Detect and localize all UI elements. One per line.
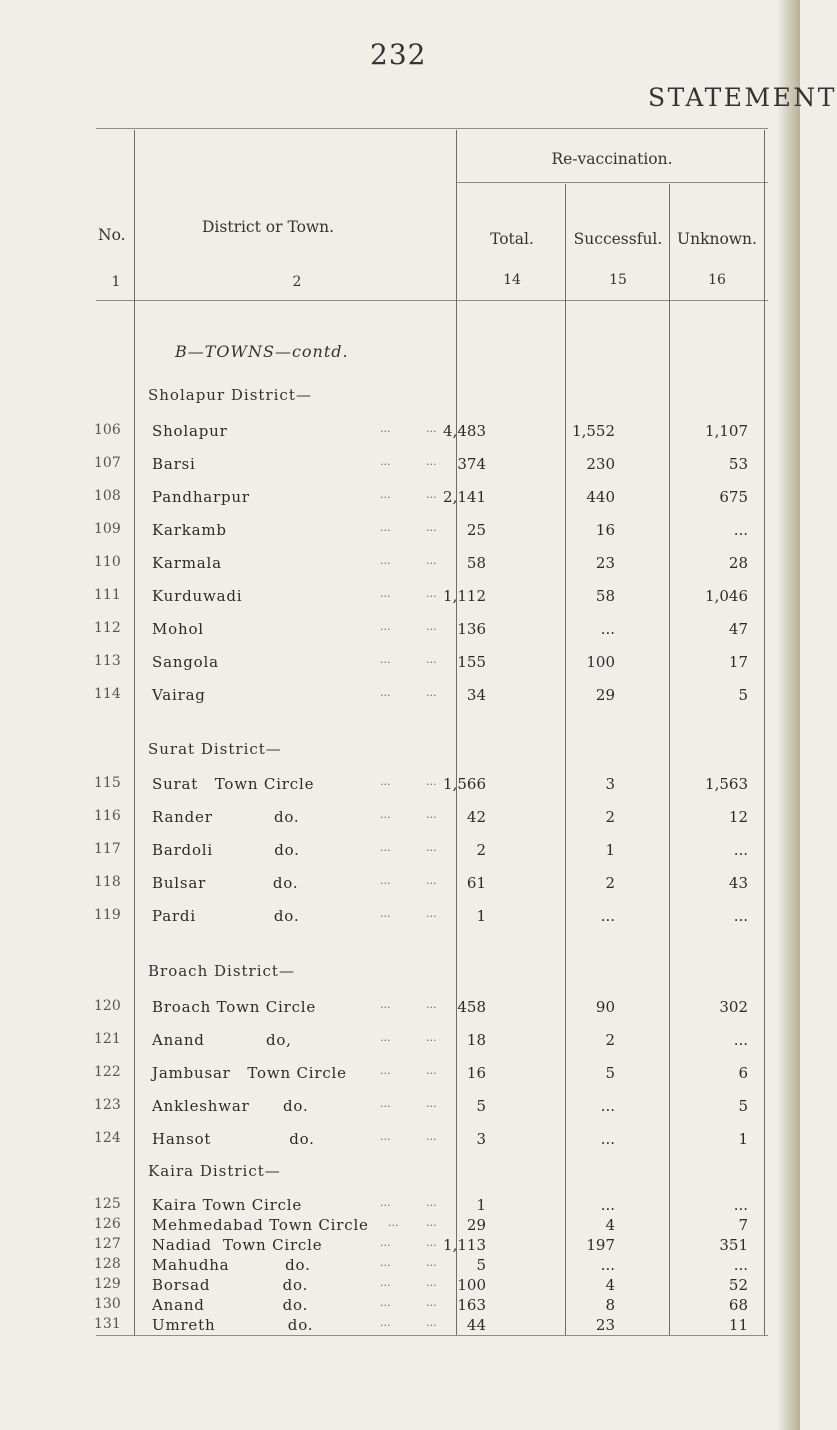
town-name: Surat Town Circle <box>152 775 315 793</box>
table-row <box>0 1296 800 1316</box>
town-name: Anand do, <box>152 1031 292 1049</box>
table-row <box>0 874 800 900</box>
leader-dots: ... <box>426 998 437 1011</box>
statement-title: STATEMENT <box>648 83 837 112</box>
successful-value: 5 <box>605 1064 615 1082</box>
table-row <box>0 554 800 580</box>
leader-dots: ... <box>426 1216 437 1229</box>
town-name: Mohol <box>152 620 204 638</box>
town-name: Vairag <box>152 686 206 704</box>
town-name: Pardi do. <box>152 907 300 925</box>
page-number: 232 <box>370 38 427 71</box>
leader-dots: ... <box>380 1236 391 1249</box>
successful-value: 230 <box>586 455 615 473</box>
unknown-value: 1 <box>738 1130 748 1148</box>
total-value: 1,113 <box>443 1236 486 1254</box>
header-col-district: 2 <box>292 274 302 290</box>
leader-dots: ... <box>426 686 437 699</box>
leader-dots: ... <box>380 1064 391 1077</box>
row-number: 119 <box>94 907 121 923</box>
total-value: 29 <box>466 1216 486 1234</box>
total-value: 4,483 <box>443 422 486 440</box>
successful-value: 100 <box>586 653 615 671</box>
unknown-value: 7 <box>738 1216 748 1234</box>
leader-dots: ... <box>380 422 391 435</box>
total-value: 34 <box>466 686 486 704</box>
table-row <box>0 907 800 933</box>
row-number: 116 <box>94 808 121 824</box>
successful-value: 58 <box>595 587 615 605</box>
total-value: 136 <box>457 620 486 638</box>
leader-dots: ... <box>380 1196 391 1209</box>
leader-dots: ... <box>426 808 437 821</box>
town-name: Karmala <box>152 554 222 572</box>
leader-dots: ... <box>426 488 437 501</box>
row-number: 125 <box>94 1196 121 1212</box>
table-row <box>0 1276 800 1296</box>
leader-dots: ... <box>380 841 391 854</box>
leader-dots: ... <box>426 1097 437 1110</box>
unknown-value: 28 <box>728 554 748 572</box>
leader-dots: ... <box>426 1296 437 1309</box>
column-divider-total <box>565 184 566 1335</box>
leader-dots: ... <box>426 907 437 920</box>
successful-value: ... <box>600 1256 615 1274</box>
table-row <box>0 1256 800 1276</box>
table-row <box>0 686 800 712</box>
successful-value: 4 <box>605 1276 615 1294</box>
successful-value: 197 <box>586 1236 615 1254</box>
successful-value: 1 <box>605 841 615 859</box>
town-name: Barsi <box>152 455 196 473</box>
table-row <box>0 587 800 613</box>
total-value: 44 <box>466 1316 486 1334</box>
unknown-value: ... <box>733 841 748 859</box>
total-value: 18 <box>466 1031 486 1049</box>
town-name: Anand do. <box>152 1296 309 1314</box>
successful-value: ... <box>600 907 615 925</box>
successful-value: 3 <box>605 775 615 793</box>
unknown-value: 351 <box>719 1236 748 1254</box>
successful-value: ... <box>600 1097 615 1115</box>
successful-value: 2 <box>605 1031 615 1049</box>
leader-dots: ... <box>380 907 391 920</box>
unknown-value: 1,107 <box>705 422 748 440</box>
leader-dots: ... <box>380 521 391 534</box>
town-name: Borsad do. <box>152 1276 309 1294</box>
header-col-unknown: 16 <box>708 272 726 288</box>
row-number: 110 <box>94 554 121 570</box>
table-row <box>0 775 800 801</box>
leader-dots: ... <box>426 874 437 887</box>
total-value: 2,141 <box>443 488 486 506</box>
unknown-value: ... <box>733 907 748 925</box>
total-value: 42 <box>466 808 486 826</box>
row-number: 130 <box>94 1296 121 1312</box>
town-name: Sholapur <box>152 422 228 440</box>
leader-dots: ... <box>380 1097 391 1110</box>
table-row <box>0 521 800 547</box>
table-row <box>0 841 800 867</box>
successful-value: 23 <box>595 1316 615 1334</box>
header-col-no: 1 <box>111 274 121 290</box>
row-number: 122 <box>94 1064 121 1080</box>
leader-dots: ... <box>380 874 391 887</box>
total-value: 1 <box>476 1196 486 1214</box>
row-number: 114 <box>94 686 121 702</box>
town-name: Kaira Town Circle <box>152 1196 303 1214</box>
town-name: Hansot do. <box>152 1130 315 1148</box>
leader-dots: ... <box>380 1256 391 1269</box>
unknown-value: 302 <box>719 998 748 1016</box>
unknown-value: 12 <box>728 808 748 826</box>
revaccination-rule <box>456 182 768 183</box>
table-row <box>0 1064 800 1090</box>
leader-dots: ... <box>426 653 437 666</box>
successful-value: 90 <box>595 998 615 1016</box>
leader-dots: ... <box>380 775 391 788</box>
unknown-value: 1,046 <box>705 587 748 605</box>
leader-dots: ... <box>380 1130 391 1143</box>
total-value: 100 <box>457 1276 486 1294</box>
successful-value: 29 <box>595 686 615 704</box>
total-value: 5 <box>476 1256 486 1274</box>
leader-dots: ... <box>380 808 391 821</box>
town-name: Broach Town Circle <box>152 998 317 1016</box>
row-number: 124 <box>94 1130 121 1146</box>
town-name: Kurduwadi <box>152 587 243 605</box>
total-value: 1,566 <box>443 775 486 793</box>
row-number: 111 <box>94 587 121 603</box>
table-row <box>0 620 800 646</box>
successful-value: 440 <box>586 488 615 506</box>
row-number: 115 <box>94 775 121 791</box>
leader-dots: ... <box>380 1031 391 1044</box>
row-number: 128 <box>94 1256 121 1272</box>
district-heading: Broach District— <box>148 962 295 980</box>
leader-dots: ... <box>426 587 437 600</box>
successful-value: 1,552 <box>572 422 615 440</box>
table-row <box>0 422 800 448</box>
leader-dots: ... <box>426 1276 437 1289</box>
leader-dots: ... <box>380 1316 391 1329</box>
leader-dots: ... <box>380 554 391 567</box>
total-value: 1 <box>476 907 486 925</box>
leader-dots: ... <box>426 1316 437 1329</box>
header-revaccination: Re-vaccination. <box>551 150 673 168</box>
total-value: 3 <box>476 1130 486 1148</box>
leader-dots: ... <box>426 1130 437 1143</box>
town-name: Bulsar do. <box>152 874 299 892</box>
unknown-value: 1,563 <box>705 775 748 793</box>
top-rule <box>96 128 768 129</box>
row-number: 112 <box>94 620 121 636</box>
row-number: 113 <box>94 653 121 669</box>
town-name: Karkamb <box>152 521 227 539</box>
leader-dots: ... <box>426 1196 437 1209</box>
town-name: Jambusar Town Circle <box>152 1064 347 1082</box>
town-name: Bardoli do. <box>152 841 300 859</box>
table-row <box>0 1236 800 1256</box>
row-number: 126 <box>94 1216 121 1232</box>
row-number: 129 <box>94 1276 121 1292</box>
successful-value: 2 <box>605 808 615 826</box>
row-number: 120 <box>94 998 121 1014</box>
leader-dots: ... <box>426 841 437 854</box>
header-bottom-rule <box>96 300 768 301</box>
leader-dots: ... <box>380 455 391 468</box>
town-name: Ankleshwar do. <box>152 1097 309 1115</box>
table-row <box>0 1130 800 1156</box>
town-name: Mehmedabad Town Circle <box>152 1216 369 1234</box>
row-number: 108 <box>94 488 121 504</box>
row-number: 107 <box>94 455 121 471</box>
district-heading: Kaira District— <box>148 1162 281 1180</box>
total-value: 16 <box>466 1064 486 1082</box>
leader-dots: ... <box>426 775 437 788</box>
total-value: 5 <box>476 1097 486 1115</box>
unknown-value: 52 <box>728 1276 748 1294</box>
unknown-value: 5 <box>738 686 748 704</box>
total-value: 61 <box>466 874 486 892</box>
unknown-value: 17 <box>728 653 748 671</box>
total-value: 155 <box>457 653 486 671</box>
leader-dots: ... <box>426 1031 437 1044</box>
unknown-value: 47 <box>728 620 748 638</box>
leader-dots: ... <box>380 1296 391 1309</box>
header-district: District or Town. <box>202 218 335 236</box>
leader-dots: ... <box>426 422 437 435</box>
header-col-total: 14 <box>503 272 521 288</box>
table-row <box>0 998 800 1024</box>
table-row <box>0 488 800 514</box>
total-value: 458 <box>457 998 486 1016</box>
leader-dots: ... <box>388 1216 399 1229</box>
town-name: Rander do. <box>152 808 300 826</box>
header-unknown: Unknown. <box>677 230 757 248</box>
table-row <box>0 653 800 679</box>
district-heading: Surat District— <box>148 740 282 758</box>
leader-dots: ... <box>380 488 391 501</box>
table-row <box>0 1216 800 1236</box>
leader-dots: ... <box>426 521 437 534</box>
unknown-value: 43 <box>728 874 748 892</box>
unknown-value: 5 <box>738 1097 748 1115</box>
total-value: 1,112 <box>443 587 486 605</box>
unknown-value: 11 <box>728 1316 748 1334</box>
successful-value: ... <box>600 620 615 638</box>
header-col-successful: 15 <box>609 272 627 288</box>
row-number: 118 <box>94 874 121 890</box>
leader-dots: ... <box>380 686 391 699</box>
header-successful: Successful. <box>573 230 663 248</box>
successful-value: 2 <box>605 874 615 892</box>
row-number: 106 <box>94 422 121 438</box>
row-number: 121 <box>94 1031 121 1047</box>
unknown-value: ... <box>733 1256 748 1274</box>
successful-value: 23 <box>595 554 615 572</box>
row-number: 131 <box>94 1316 121 1332</box>
town-name: Nadiad Town Circle <box>152 1236 323 1254</box>
town-name: Umreth do. <box>152 1316 314 1334</box>
unknown-value: 6 <box>738 1064 748 1082</box>
successful-value: 4 <box>605 1216 615 1234</box>
table-row <box>0 1031 800 1057</box>
successful-value: ... <box>600 1130 615 1148</box>
row-number: 127 <box>94 1236 121 1252</box>
table-row <box>0 808 800 834</box>
successful-value: 8 <box>605 1296 615 1314</box>
table-row <box>0 455 800 481</box>
leader-dots: ... <box>426 455 437 468</box>
leader-dots: ... <box>380 587 391 600</box>
leader-dots: ... <box>380 620 391 633</box>
town-name: Pandharpur <box>152 488 250 506</box>
town-name: Sangola <box>152 653 219 671</box>
header-total: Total. <box>490 230 534 248</box>
leader-dots: ... <box>426 1064 437 1077</box>
town-name: Mahudha do. <box>152 1256 311 1274</box>
leader-dots: ... <box>426 620 437 633</box>
row-number: 123 <box>94 1097 121 1113</box>
row-number: 109 <box>94 521 121 537</box>
total-value: 163 <box>457 1296 486 1314</box>
unknown-value: 68 <box>728 1296 748 1314</box>
header-no: No. <box>98 226 126 244</box>
table-row <box>0 1196 800 1216</box>
unknown-value: 675 <box>719 488 748 506</box>
section-title: B—TOWNS—contd. <box>175 342 349 361</box>
row-number: 117 <box>94 841 121 857</box>
leader-dots: ... <box>380 653 391 666</box>
total-value: 25 <box>466 521 486 539</box>
column-divider-successful <box>669 184 670 1335</box>
total-value: 2 <box>476 841 486 859</box>
district-heading: Sholapur District— <box>148 386 312 404</box>
leader-dots: ... <box>426 554 437 567</box>
total-value: 374 <box>457 455 486 473</box>
leader-dots: ... <box>380 1276 391 1289</box>
unknown-value: 53 <box>728 455 748 473</box>
total-value: 58 <box>466 554 486 572</box>
unknown-value: ... <box>733 1196 748 1214</box>
table-row <box>0 1097 800 1123</box>
unknown-value: ... <box>733 521 748 539</box>
successful-value: 16 <box>595 521 615 539</box>
leader-dots: ... <box>426 1256 437 1269</box>
leader-dots: ... <box>426 1236 437 1249</box>
successful-value: ... <box>600 1196 615 1214</box>
unknown-value: ... <box>733 1031 748 1049</box>
table-row <box>0 1316 800 1336</box>
leader-dots: ... <box>380 998 391 1011</box>
